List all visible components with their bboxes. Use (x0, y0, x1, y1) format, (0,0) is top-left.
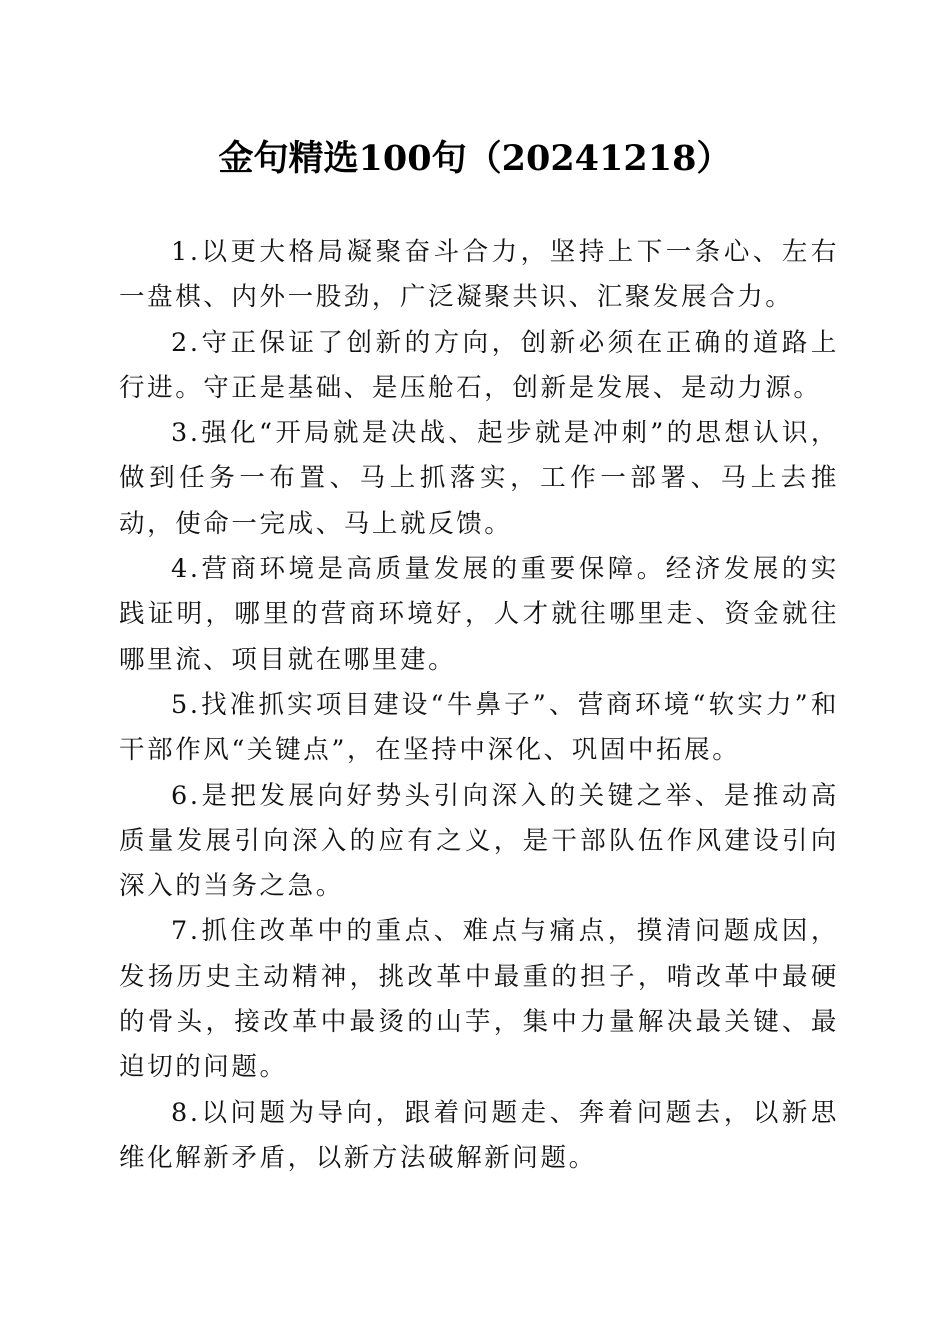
paragraph-5: 5.找准抓实项目建设“牛鼻子”、营商环境“软实力”和干部作风“关键点”，在坚持中深化、巩固中拓展。 (119, 689, 839, 766)
paragraph-1: 1.以更大格局凝聚奋斗合力，坚持上下一条心、左右一盘棋、内外一股劲，广泛凝聚共识、汇聚发展合力。 (119, 237, 839, 313)
paragraph-3: 3.强化“开局就是决战、起步就是冲刺”的思想认识，做到任务一布置、马上抓落实，工作一部署、马上去推动，使命一完成、马上就反馈。 (119, 418, 839, 539)
paragraph-4: 4.营商环境是高质量发展的重要保障。经济发展的实践证明，哪里的营商环境好，人才就往哪里走、资金就往哪里流、项目就在哪里建。 (119, 554, 839, 675)
paragraph-2: 2.守正保证了创新的方向，创新必须在正确的道路上行进。守正是基础、是压舱石，创新是发展、是动力源。 (119, 327, 839, 403)
paragraph-8: 8.以问题为导向，跟着问题走、奔着问题去，以新思维化解新矛盾，以新方法破解新问题。 (119, 1097, 839, 1173)
document-body (119, 230, 839, 1181)
paragraph-7: 7.抓住改革中的重点、难点与痛点，摸清问题成因，发扬历史主动精神，挑改革中最重的担子，啃改革中最硬的骨头，接改革中最烫的山芋，集中力量解决最关键、最迫切的问题。 (119, 916, 839, 1083)
page-title: 金句精选100句（20241218） (218, 138, 732, 179)
paragraph-6: 6.是把发展向好势头引向深入的关键之举、是推动高质量发展引向深入的应有之义，是干部队伍作风建设引向深入的当务之急。 (119, 780, 839, 902)
